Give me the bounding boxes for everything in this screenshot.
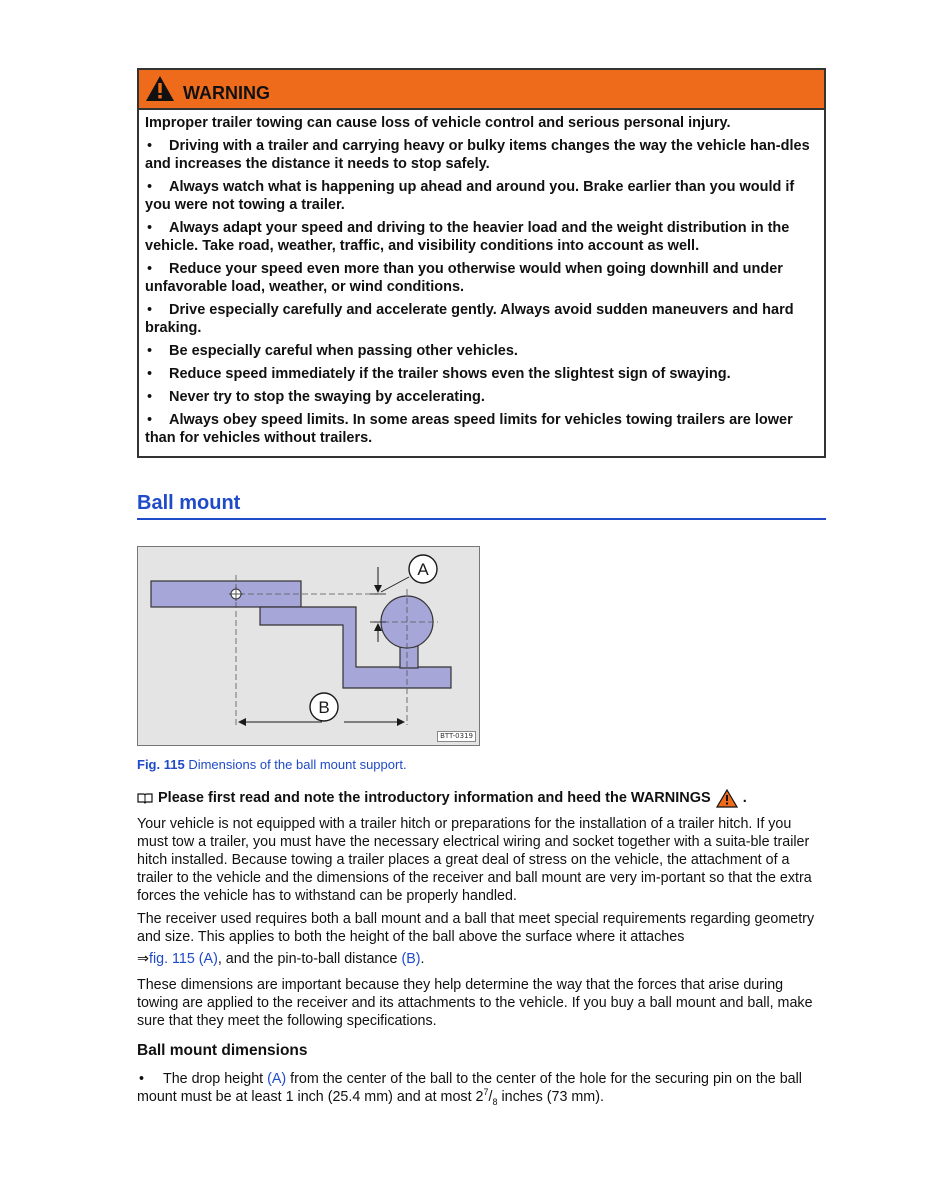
ball-mount-dimensions-heading: Ball mount dimensions [137, 1042, 308, 1059]
warning-triangle-icon [716, 789, 738, 808]
dimension-label-a: A [417, 560, 429, 579]
a-link[interactable]: (A) [267, 1071, 287, 1087]
fig-115-a-link[interactable]: fig. 115 (A) [148, 951, 218, 967]
warning-item: • Always watch what is happening up ahead and around you. Brake earlier than you would if you were not towing a trailer. [145, 178, 816, 214]
book-icon [137, 792, 153, 804]
figure-code: BTT-0319 [437, 731, 476, 742]
warning-item: • Reduce speed immediately if the trailer shows even the slightest sign of swaying. [145, 365, 816, 383]
warning-box [137, 68, 826, 458]
warning-list [145, 137, 816, 447]
dimension-label-b: B [318, 698, 330, 717]
figure-number: Fig. 115 [137, 757, 185, 772]
fraction-denominator: 8 [492, 1096, 498, 1107]
warning-item: • Always obey speed limits. In some areas speed limits for vehicles towing trailers are lower than for vehicles without trailers. [145, 411, 816, 447]
warning-item: • Be especially careful when passing other vehicles. [145, 342, 816, 360]
drop-height-bullet [137, 1070, 823, 1106]
warning-intro: Improper trailer towing can cause loss of vehicle control and serious personal injury. [145, 115, 731, 131]
warning-body [139, 110, 824, 456]
arrow-icon: ⇒ [137, 951, 149, 967]
warning-item: • Always adapt your speed and driving to the heavier load and the weight distribution in the vehicle. Take road, weather, traffic, and visibility conditions into account as well. [145, 219, 816, 255]
paragraph-intro: Your vehicle is not equipped with a trailer hitch or preparations for the installation of a trailer hitch. If you must tow a trailer, you must have the necessary electrical wiring and socket together with a suita-ble trailer hitch installed. Because towing a trailer places a great deal of stress on the vehicle, the attachment of a trailer to the vehicle and the dimensions of the receiver and ball mount are very im-portant so that the extra forces the vehicle has to withstand can be properly handled. [137, 816, 812, 904]
section-title: Ball mount [137, 492, 826, 520]
figure-caption-text: Dimensions of the ball mount support. [188, 757, 407, 772]
fraction-separator: / [488, 1089, 493, 1105]
read-note [137, 786, 747, 810]
paragraph-importance: These dimensions are important because they help determine the way that the forces that arise during towing are applied to the receiver and its attachments to the vehicle. If you buy a ball mount and ball, make sure that they meet the following specifications. [137, 977, 813, 1029]
figure-caption [137, 757, 407, 773]
ref-mid-text: , and the pin-to-ball distance [217, 951, 402, 967]
warning-item: • Driving with a trailer and carrying heavy or bulky items changes the way the vehicle han-dles and increases the distance it needs to stop safely. [145, 137, 816, 173]
ball-mount-diagram [138, 547, 481, 747]
bullet-pre: The drop height [163, 1071, 268, 1087]
warning-triangle-icon [145, 75, 175, 102]
bullet-end: inches (73 mm). [497, 1089, 604, 1105]
read-note-end: . [742, 790, 747, 806]
ball-mount-figure [137, 546, 480, 746]
fraction-numerator: 7 [483, 1087, 489, 1098]
warning-item: • Drive especially carefully and accelerate gently. Always avoid sudden maneuvers and hard braking. [145, 301, 816, 337]
paragraph-receiver: The receiver used requires both a ball mount and a ball that meet special requirements regarding geometry and size. This applies to both the height of the ball above the surface where it attaches [137, 911, 815, 945]
bullet-mid: from the center of the ball to the center of the hole for the securing pin on the ball mount must be at least 1 inch (25.4 mm) and at most 2 [137, 1071, 802, 1105]
b-link[interactable]: (B) [401, 951, 421, 967]
warning-title: WARNING [183, 83, 270, 103]
warning-header [139, 70, 824, 110]
ref-end-text: . [420, 951, 425, 967]
read-note-text: Please first read and note the introductory information and heed the WARNINGS [158, 790, 711, 806]
paragraph-receiver-refs [137, 950, 823, 968]
warning-item: • Never try to stop the swaying by accelerating. [145, 388, 816, 406]
warning-item: • Reduce your speed even more than you otherwise would when going downhill and under unfavorable load, weather, or wind conditions. [145, 260, 816, 296]
